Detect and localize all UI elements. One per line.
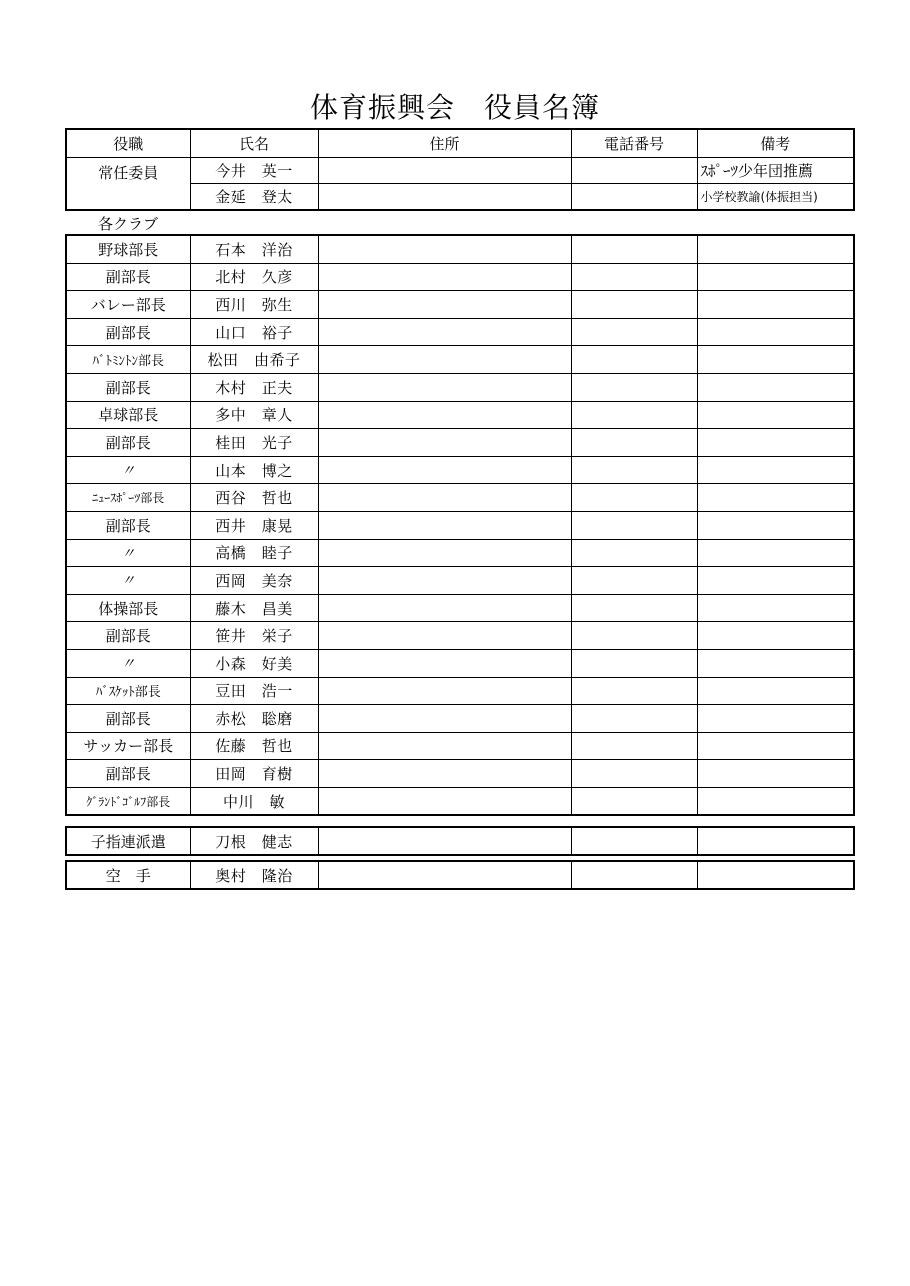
club-role: 卓球部長 (66, 401, 190, 429)
notes-cell (697, 594, 854, 622)
club-role: 〃 (66, 456, 190, 484)
extra1-name: 刀根 健志 (190, 827, 318, 855)
table-row (66, 291, 854, 319)
header-notes: 備考 (697, 129, 854, 158)
table-row (66, 346, 854, 374)
phone-cell (571, 827, 697, 855)
notes-cell (697, 705, 854, 733)
club-name: 山口 裕子 (190, 318, 318, 346)
address-cell (318, 263, 571, 291)
phone-cell (571, 456, 697, 484)
notes-cell (697, 263, 854, 291)
address-cell (318, 235, 571, 263)
table-row (66, 649, 854, 677)
phone-cell (571, 760, 697, 788)
table-row (66, 594, 854, 622)
address-cell (318, 401, 571, 429)
address-cell (318, 787, 571, 815)
table-row (66, 677, 854, 705)
table-row (66, 705, 854, 733)
header-phone: 電話番号 (571, 129, 697, 158)
table-row (66, 732, 854, 760)
address-cell (318, 705, 571, 733)
address-cell (318, 184, 571, 211)
phone-cell (571, 622, 697, 650)
clubs-label: 各クラブ (98, 215, 159, 233)
club-name: 山本 博之 (190, 456, 318, 484)
notes-cell (697, 760, 854, 788)
club-role: 体操部長 (66, 594, 190, 622)
table-row (66, 511, 854, 539)
table-row (66, 622, 854, 650)
standing-name-1: 今井 英一 (190, 158, 318, 184)
table-row (66, 567, 854, 595)
club-name: 笹井 栄子 (190, 622, 318, 650)
table-row (66, 263, 854, 291)
phone-cell (571, 649, 697, 677)
notes-cell (697, 861, 854, 889)
phone-cell (571, 705, 697, 733)
phone-cell (571, 158, 697, 184)
club-name: 高橋 睦子 (190, 539, 318, 567)
notes-cell (697, 677, 854, 705)
notes-cell (697, 373, 854, 401)
club-role: バレー部長 (66, 291, 190, 319)
phone-cell (571, 787, 697, 815)
phone-cell (571, 235, 697, 263)
address-cell (318, 567, 571, 595)
table-row (66, 318, 854, 346)
address-cell (318, 158, 571, 184)
phone-cell (571, 677, 697, 705)
address-cell (318, 511, 571, 539)
phone-cell (571, 861, 697, 889)
club-name: 赤松 聡磨 (190, 705, 318, 733)
notes-cell (697, 318, 854, 346)
table-row (66, 760, 854, 788)
header-role: 役職 (66, 129, 190, 158)
standing-name-2: 金延 登太 (190, 184, 318, 211)
notes-cell (697, 235, 854, 263)
phone-cell (571, 184, 697, 211)
notes-cell (697, 291, 854, 319)
clubs-body (66, 235, 854, 815)
club-name: 田岡 育樹 (190, 760, 318, 788)
notes-cell (697, 649, 854, 677)
notes-cell (697, 429, 854, 457)
notes-cell (697, 539, 854, 567)
table-row (66, 456, 854, 484)
table-row (66, 484, 854, 512)
club-name: 北村 久彦 (190, 263, 318, 291)
club-role: 〃 (66, 649, 190, 677)
club-role: 副部長 (66, 760, 190, 788)
notes-cell (697, 787, 854, 815)
club-role: ﾊﾞｽｹｯﾄ部長 (66, 677, 190, 705)
phone-cell (571, 263, 697, 291)
club-role: ﾆｭｰｽﾎﾟｰﾂ部長 (66, 484, 190, 512)
phone-cell (571, 318, 697, 346)
standing-role: 常任委員 (66, 158, 190, 211)
address-cell (318, 861, 571, 889)
standing-notes-2: 小学校教諭(体振担当) (697, 184, 854, 211)
notes-cell (697, 484, 854, 512)
header-row (66, 129, 854, 158)
club-name: 多中 章人 (190, 401, 318, 429)
phone-cell (571, 373, 697, 401)
phone-cell (571, 484, 697, 512)
address-cell (318, 622, 571, 650)
notes-cell (697, 567, 854, 595)
address-cell (318, 677, 571, 705)
club-name: 中川 敏 (190, 787, 318, 815)
address-cell (318, 429, 571, 457)
notes-cell (697, 732, 854, 760)
club-name: 木村 正夫 (190, 373, 318, 401)
table-row (66, 158, 854, 184)
notes-cell (697, 511, 854, 539)
phone-cell (571, 511, 697, 539)
notes-cell (697, 622, 854, 650)
club-name: 西川 弥生 (190, 291, 318, 319)
club-role: 〃 (66, 567, 190, 595)
address-cell (318, 291, 571, 319)
clubs-table (65, 234, 855, 816)
club-name: 佐藤 哲也 (190, 732, 318, 760)
address-cell (318, 456, 571, 484)
club-role: 副部長 (66, 622, 190, 650)
extra-table-2 (65, 860, 855, 890)
address-cell (318, 484, 571, 512)
extra2-role: 空 手 (66, 861, 190, 889)
address-cell (318, 539, 571, 567)
notes-cell (697, 401, 854, 429)
address-cell (318, 346, 571, 374)
table-row (66, 827, 854, 855)
phone-cell (571, 732, 697, 760)
club-role: 副部長 (66, 705, 190, 733)
club-role: ﾊﾞﾄﾐﾝﾄﾝ部長 (66, 346, 190, 374)
notes-cell (697, 827, 854, 855)
club-role: サッカー部長 (66, 732, 190, 760)
extra2-name: 奥村 隆治 (190, 861, 318, 889)
standing-notes-1: ｽﾎﾟｰﾂ少年団推薦 (697, 158, 854, 184)
address-cell (318, 732, 571, 760)
address-cell (318, 318, 571, 346)
address-cell (318, 649, 571, 677)
notes-cell (697, 346, 854, 374)
table-row (66, 787, 854, 815)
club-role: ｸﾞﾗﾝﾄﾞｺﾞﾙﾌ部長 (66, 787, 190, 815)
page-title: 体育振興会 役員名簿 (309, 91, 600, 124)
club-name: 西岡 美奈 (190, 567, 318, 595)
address-cell (318, 760, 571, 788)
club-name: 西谷 哲也 (190, 484, 318, 512)
notes-cell (697, 456, 854, 484)
table-row (66, 861, 854, 889)
table-row (66, 373, 854, 401)
phone-cell (571, 291, 697, 319)
header-table (65, 128, 855, 211)
club-name: 藤木 昌美 (190, 594, 318, 622)
header-name: 氏名 (190, 129, 318, 158)
phone-cell (571, 567, 697, 595)
club-role: 副部長 (66, 263, 190, 291)
extra-table-1 (65, 826, 855, 856)
table-row (66, 235, 854, 263)
phone-cell (571, 429, 697, 457)
address-cell (318, 594, 571, 622)
table-row (66, 429, 854, 457)
club-role: 副部長 (66, 511, 190, 539)
club-role: 副部長 (66, 429, 190, 457)
club-name: 石本 洋治 (190, 235, 318, 263)
club-name: 小森 好美 (190, 649, 318, 677)
table-row (66, 401, 854, 429)
extra1-role: 子指連派遣 (66, 827, 190, 855)
club-name: 桂田 光子 (190, 429, 318, 457)
table-row (66, 539, 854, 567)
club-name: 西井 康晃 (190, 511, 318, 539)
club-name: 豆田 浩一 (190, 677, 318, 705)
phone-cell (571, 401, 697, 429)
club-role: 野球部長 (66, 235, 190, 263)
header-address: 住所 (318, 129, 571, 158)
club-role: 副部長 (66, 373, 190, 401)
phone-cell (571, 346, 697, 374)
phone-cell (571, 594, 697, 622)
phone-cell (571, 539, 697, 567)
club-name: 松田 由希子 (190, 346, 318, 374)
address-cell (318, 373, 571, 401)
club-role: 〃 (66, 539, 190, 567)
address-cell (318, 827, 571, 855)
club-role: 副部長 (66, 318, 190, 346)
